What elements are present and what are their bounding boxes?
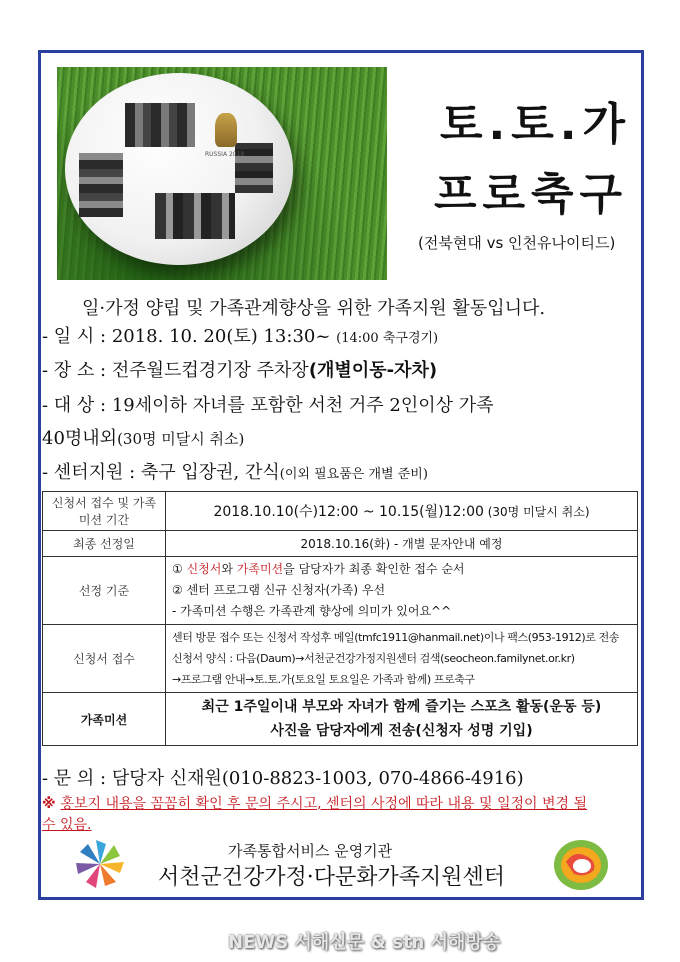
- target-value-2: 40명내외: [42, 428, 118, 449]
- target-row-2: [42, 424, 244, 450]
- criteria-value: [166, 557, 638, 625]
- target-label: - 대 상 :: [42, 395, 112, 416]
- target-value: 19세이하 자녀를 포함한 서천 거주 2인이상 가족: [111, 395, 494, 416]
- matchup-subtitle: (전북현대 vs 인천유나이티드): [418, 234, 616, 252]
- world-cup-trophy-icon: [215, 113, 237, 147]
- application-line-2: 신청서 양식 : 다음(Daum)→서천군건강가정지원센터 검색(seocheon.familynet.or.kr): [172, 652, 575, 665]
- soccer-ball: [65, 73, 293, 265]
- contact-label: - 문 의 :: [42, 768, 112, 789]
- criteria-item-2: ② 센터 프로그램 신규 신청자(가족) 우선: [172, 583, 386, 597]
- mission-value: [166, 693, 638, 746]
- title-line-1: 토.토.가: [440, 99, 631, 150]
- contact-value: 담당자 신재원(010-8823-1003, 070-4866-4916): [111, 768, 524, 789]
- date-label: - 일 시 :: [42, 326, 112, 347]
- mission-line-2: 사진을 담당자에게 전송(신청자 성명 기입): [270, 723, 533, 739]
- criteria-label: 선정 기준: [43, 557, 166, 625]
- org-name: 서천군건강가정·다문화가족지원센터: [158, 865, 506, 890]
- support-row: [42, 458, 428, 484]
- support-note: (이외 필요품은 개별 준비): [279, 467, 428, 482]
- criteria-item-3: - 가족미션 수행은 가족관계 향상에 의미가 있어요^^: [172, 604, 452, 618]
- support-value: 축구 입장권, 간식: [140, 462, 280, 483]
- application-line-3: →프로그램 안내→토.토.가(토요일 토요일은 가족과 함께) 프로축구: [172, 673, 475, 686]
- selection-date-value: 2018.10.16(화) - 개별 문자안내 예정: [166, 531, 638, 557]
- pinwheel-logo-icon: [72, 836, 128, 892]
- application-line-1: 센터 방문 접수 또는 신청서 작성후 메일(tmfc1911@hanmail.net)이나 팩스(953-1912)로 전송: [172, 631, 620, 644]
- period-value: 2018.10.10(수)12:00 ~ 10.15(월)12:00 (30명 미달시 취소): [166, 492, 638, 531]
- watermark: NEWS 서해신문 & stn 서해방송: [228, 932, 501, 953]
- date-row: [42, 322, 438, 348]
- criteria-item-1: ① 신청서와 가족미션을 담당자가 최종 확인한 접수 순서: [172, 562, 465, 576]
- selection-date-label: 최종 선정일: [43, 531, 166, 557]
- date-note: (14:00 축구경기): [336, 331, 439, 346]
- target-row: [42, 391, 493, 417]
- notice-body: 홍보지 내용을 꼼꼼히 확인 후 문의 주시고, 센터의 사정에 따라 내용 및 일정이 변경 될 수 있음.: [42, 796, 588, 833]
- place-value: 전주월드컵경기장 주차장: [111, 360, 309, 381]
- soccer-ball-photo: [57, 67, 387, 280]
- mission-label: 가족미션: [43, 693, 166, 746]
- place-row: [42, 356, 437, 382]
- period-label: 신청서 접수 및 가족미션 기간: [43, 492, 166, 531]
- intro-text: 일·가정 양립 및 가족관계향상을 위한 가족지원 활동입니다.: [82, 298, 546, 319]
- contact-row: [42, 764, 524, 790]
- title-line-2: 프로축구: [434, 169, 629, 220]
- notice-text: [42, 794, 602, 836]
- date-value: 2018. 10. 20(토) 13:30~: [111, 326, 337, 347]
- place-label: - 장 소 :: [42, 360, 112, 381]
- support-label: - 센터지원 :: [42, 462, 141, 483]
- mission-line-1: 최근 1주일이내 부모와 자녀가 함께 즐기는 스포츠 활동(운동 등): [201, 699, 602, 715]
- org-subtitle: 가족통합서비스 운영기관: [228, 842, 393, 860]
- application-label: 신청서 접수: [43, 625, 166, 693]
- info-table: [42, 491, 638, 746]
- application-value: [166, 625, 638, 693]
- notice-mark: ※: [42, 796, 61, 812]
- place-note: (개별이동-자차): [308, 360, 438, 381]
- ball-brand-text: RUSSIA 2018: [205, 151, 245, 158]
- family-center-logo-icon: [552, 838, 610, 892]
- target-note: (30명 미달시 취소): [117, 430, 245, 448]
